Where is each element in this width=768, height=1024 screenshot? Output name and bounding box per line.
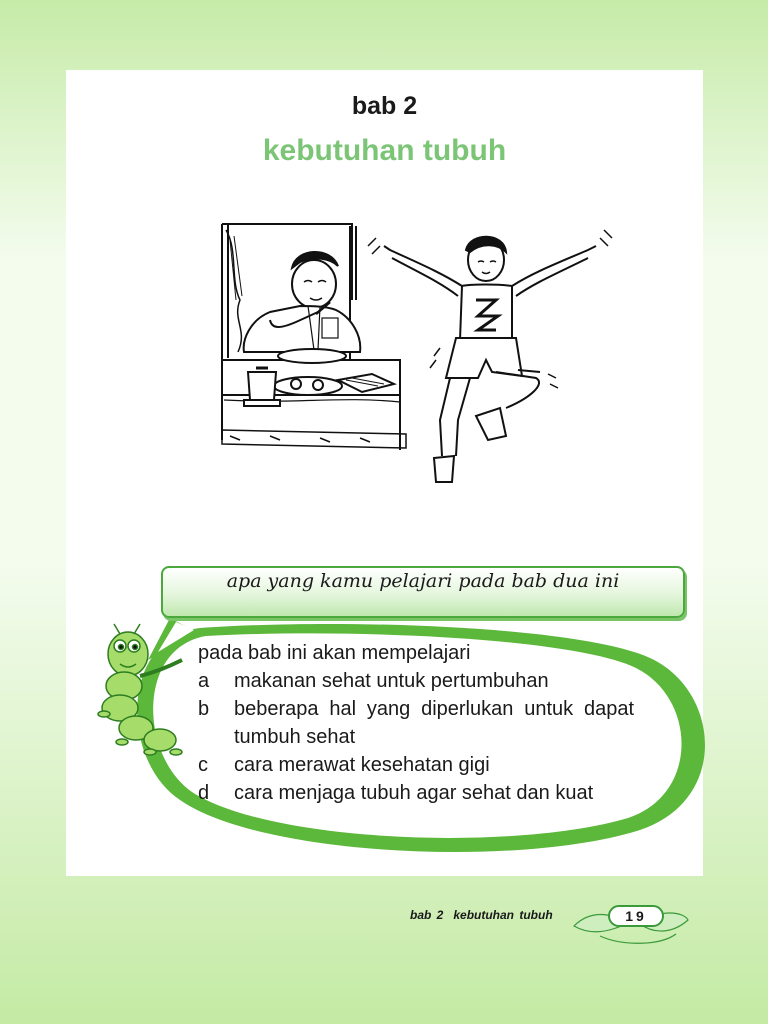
list-item-text: makanan sehat untuk pertumbuhan [234,670,549,692]
list-item-letter: a [198,670,210,692]
list-item-letter: b [198,698,210,720]
list-item-text: cara merawat kesehatan gigi [234,754,490,776]
objectives-intro: pada bab ini akan mempelajari [198,642,471,664]
list-item-letter: d [198,782,210,804]
footer-running-head [410,908,553,922]
page-number: 19 [608,905,664,927]
objectives-banner [161,566,685,618]
chapter-label: bab 2 [351,92,418,120]
list-item [198,695,634,751]
list-item-letter: c [198,754,208,776]
list-item [198,779,634,807]
footer-chapter: bab 2 [410,908,444,922]
objectives-banner-text: apa yang kamu pelajari pada bab dua ini [226,570,620,592]
boy-eating-icon [222,224,406,450]
objectives-list [198,639,634,807]
footer-title: kebutuhan tubuh [453,908,553,922]
boy-exercising-icon [368,230,612,482]
list-item-text: beberapa hal yang diperlukan untuk dapat tumbuh sehat [234,698,634,748]
list-item [198,667,634,695]
list-item-text: cara menjaga tubuh agar sehat dan kuat [234,782,594,804]
list-item [198,751,634,779]
chapter-title: kebutuhan tubuh [262,134,507,167]
